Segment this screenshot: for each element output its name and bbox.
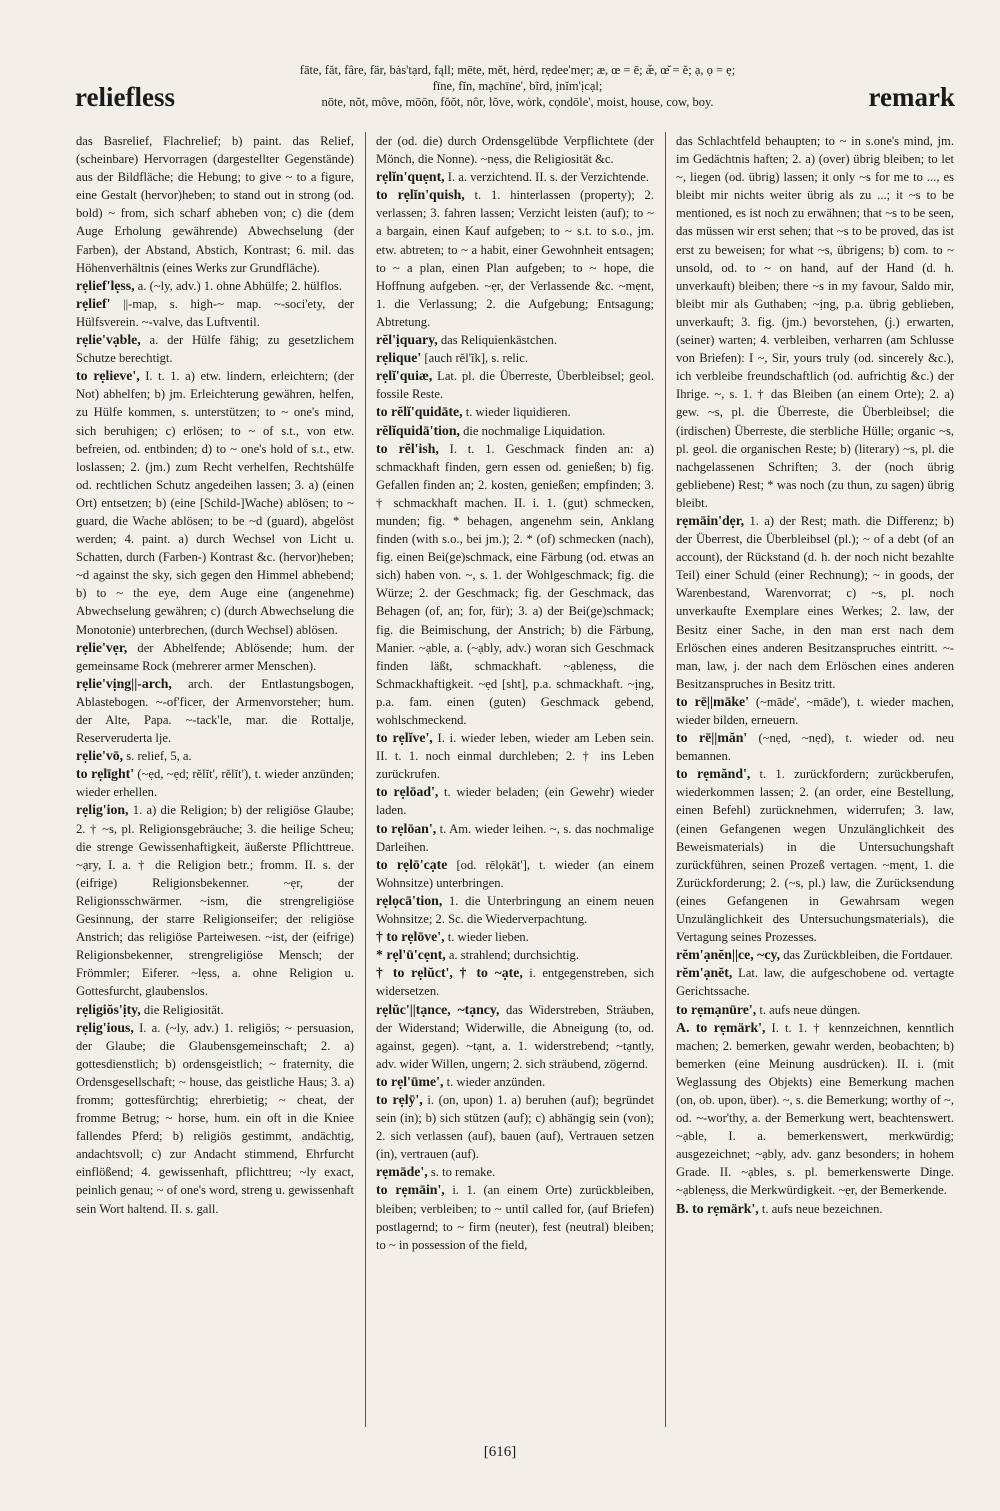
page-header: [75, 62, 955, 112]
definition-text: t. aufs neue düngen.: [759, 1002, 861, 1017]
headword: to rẹmāin',: [376, 1182, 445, 1198]
headword: † to rẹlŭct', † to ~ạte,: [376, 965, 523, 981]
headword: to rẹlĭve',: [376, 730, 433, 746]
dictionary-entry: [76, 295, 354, 331]
headword: to rẹlĭn'quish,: [376, 187, 465, 203]
headword: to rẹlȳ',: [376, 1091, 423, 1107]
definition-text: der Abhelfende; Ablösende; hum. der gemeinsame Rock (mehrerer armer Menschen).: [76, 640, 354, 673]
column-divider: [665, 132, 666, 1427]
column-divider: [365, 132, 366, 1427]
dictionary-entry: [676, 1200, 954, 1218]
definition-text: [auch rĕl'ĭk], s. relic.: [424, 351, 529, 366]
dictionary-entry: [376, 1181, 654, 1253]
definition-text: i. (on, upon) 1. a) beruhen (auf); begründet sein (in); b) sich stützen (auf); c) abhängig sein (von); 2. sich verlassen (auf), bauen (auf), Vertrauen setzen (in), vertrauen (auf).: [376, 1092, 654, 1162]
definition-text: Lat. law, die aufgeschobene od. vertagte Gerichtssache.: [676, 966, 954, 999]
definition-text: 1. a) der Rest; math. die Differenz; b) der Überrest, die Überbleibsel (pl.); ~ of a debt (of an account), der Rückstand (d. h. der noch nicht bezahlte Teil) einer Schuld (einer Rechnung); ~ in goods, der Warenbestand, Warenvorrat; c) ~s, pl. noch unverkaufte Exemplare eines Werkes; 2. law, der Besitz einer Sache, in den man erst nach dem Erlöschen eines anderen Besitzanspruches eintritt. ~-man, law, j. der nach dem Erlöschen eines anderen Besitzanspruches in Besitz tritt.: [676, 513, 954, 691]
dictionary-entry: [376, 132, 654, 168]
headword: to rẹlōad',: [376, 784, 439, 800]
definition-text: die Religiosität.: [143, 1002, 224, 1017]
dictionary-entry: [376, 783, 654, 819]
headword: † to rẹlōve',: [376, 929, 445, 945]
dictionary-entry: [376, 1163, 654, 1181]
dictionary-entry: [376, 168, 654, 186]
definition-text: I. i. wieder leben, wieder am Leben sein. II. t. 1. noch einmal durchleben; 2. † ins Leben zurückrufen.: [376, 731, 654, 782]
definition-text: I. t. 1. Geschmack finden an: a) schmackhaft finden, gern essen od. genießen; b) fig. Gefallen finden an; 2. kosten, genießen; empfinden; 3. † schmackhaft machen. II. i. 1. (gut) schmecken, munden; fig. * behagen, angenehm sein, Anklang finden (with s.o., bei jm.); 2. * (of) schmecken (nach), fig. einen Bei(ge)schmack, eine Färbung (od. etwas an sich) haben von. ~, s. 1. der Wohlgeschmack; fig. die Würze; 2. der Geschmack; fig. der Geschmack, das Behagen (of, an; for, für); 3. a) der Bei(ge)schmack; fig. die Beimischung, der Anstrich; b) die Färbung, Manier. ~ạble, a. (~ạbly, adv.) woran sich Geschmack finden läßt, schmackhaft. ~ạblenẹss, die Schmackhaftigkeit. ~ẹd [sht], p.a. schmackhaft. ~ịng, p.a. fam. einen (guten) Geschmack gebend, wohlschmeckend.: [376, 441, 654, 727]
headword: to rē||māke': [676, 693, 750, 709]
dictionary-entry: [376, 349, 654, 367]
headword: rẹmāin'dẹr,: [676, 512, 745, 528]
dictionary-entry: [676, 765, 954, 946]
definition-text: i. 1. (an einem Orte) zurückbleiben, bleiben; verbleiben; to ~ until called for, (auf Briefen) postlagernd; to ~ firm (neuter), fest (neutral) bleiben; to ~ in possession of the field,: [376, 1183, 654, 1252]
headword: to rẹlōan',: [376, 820, 437, 836]
headword: rẹlief'lẹss,: [76, 277, 135, 293]
headword: to rẹmănd',: [676, 766, 751, 782]
definition-text: t. aufs neue bezeichnen.: [761, 1201, 883, 1216]
dictionary-entry: [76, 1019, 354, 1218]
dictionary-entry: [376, 1091, 654, 1163]
dictionary-entry: [76, 639, 354, 675]
headword: to rẹmạnūre',: [676, 1001, 757, 1017]
headword: rẹlĭn'quẹnt,: [376, 169, 445, 185]
dictionary-entry: [676, 1019, 954, 1200]
dictionary-entry: [76, 801, 354, 1000]
headword: rẹlĭ'quiæ,: [376, 368, 433, 384]
pronunciation-line-1: fāte, făt, fâre, fär, bȧs'tạrd, fąll; mēte, mĕt, hėrd, rẹdee'mẹr; æ, œ = ē; æ̆, œ̆ = ĕ; ạ, ọ = ẹ;: [299, 63, 736, 77]
definition-text: das Basrelief, Flachrelief; b) paint. das Relief, (scheinbare) Hervorragen (dargestellter Gegenstände) aus der Bildfläche; die Hebung; to give ~ to a figure, eine Gestalt (hervor)heben; to stand out in strong (od. bold) ~ from, sich scharf abheben von; c) die (dem Auge Erholung gewährende) Abwechselung (der Farben), der Abstand, Abstich, Kontrast; 6. mil. das Höhenverhältnis (eines Werks zur Grundfläche).: [76, 134, 354, 275]
definition-text: a. strahlend; durchsichtig.: [448, 948, 579, 963]
definition-text: t. wieder anzünden.: [446, 1074, 546, 1089]
definition-text: das Schlachtfeld behaupten; to ~ in s.one's mind, jm. im Gedächtnis haften; 2. a) (over) übrig bleiben; to let ~, liegen (od. übrig) lassen; it only ~s for me to ..., es bleibt mir nichts weiter übrig als zu ...; it ~s to be mentioned, es ist noch zu erwähnen; that ~s to be seen, das müssen wir erst sehen; that ~s to be proved, das ist erst zu beweisen; for what ~s, übrigens; b) com. to ~ unsold, od. to ~ on hand, auf der Hand (d. h. unverkauft) bleiben; there ~s in my favour, Saldo mir, bleibt mir als Guthaben; ~ịng, p.a. übrig geblieben, unverkauft; 3. fig. (jm.) bevorstehen, (j.) erwarten, (seiner) warten; 4. verbleiben, verharren (am Schlusse von Briefen): I ~, Sir, yours truly (od. sincerely &c.), ich verbleibe freundschaftlich (od. aufrichtig &c.) der Ihrige. ~, s. 1. † das Bleiben (an einem Orte); 2. a) gew. ~s, pl. die Überreste, die Überbleibsel; die (irdischen) Überreste, die sterbliche Hülle; organic ~s, pl. geol. die organischen Reste; b) (literary) ~s, pl. die nachgelassenen Schriften; 3. der (noch übrig gebliebene) Rest; * was noch (zu thun, zu sagen) übrig bleibt.: [676, 134, 954, 510]
dictionary-entry: [376, 820, 654, 856]
dictionary-entry: [676, 729, 954, 765]
pronunciation-line-3: nōte, nŏt, môve, mōōn, fŏŏt, nôr, lŏve, wȯrk, cọndōle', moist, house, cow, boy.: [321, 95, 714, 109]
dictionary-entry: [376, 440, 654, 730]
column-2: [376, 132, 654, 1427]
headword: rẹlŭc'||tạnce, ~tạncy,: [376, 1001, 500, 1017]
column-3: [676, 132, 954, 1427]
headword: rĕm'ạnĕt,: [676, 965, 733, 981]
definition-text: a. (~ly, adv.) 1. ohne Abhülfe; 2. hülflos.: [137, 278, 342, 293]
dictionary-entry: [376, 946, 654, 964]
headword: A. to rẹmärk',: [676, 1019, 766, 1035]
definition-text: (~ẹd, ~ẹd; rĕlĭt', rĕlĭt'), t. wieder anzünden; wieder erhellen.: [76, 767, 354, 800]
dictionary-entry: [76, 1001, 354, 1019]
page-number: [616]: [483, 1444, 517, 1460]
dictionary-entry: [376, 403, 654, 421]
dictionary-entry: [76, 765, 354, 801]
dictionary-entry: [76, 331, 354, 367]
headword: rẹlie'vẹr,: [76, 639, 128, 655]
headword: rẹlie'vō,: [76, 748, 124, 764]
dictionary-entry: [376, 186, 654, 331]
dictionary-entry: [76, 675, 354, 747]
headword: * rẹl'ū'cẹnt,: [376, 947, 446, 963]
guide-word-right: remark: [868, 82, 955, 112]
headword: rẹlief': [76, 295, 111, 311]
headword: to rẹlīght': [76, 766, 135, 782]
definition-text: t. 1. hinterlassen (property); 2. verlassen; 3. fahren lassen; Verzicht leisten (auf); to ~ a bargain, einen Kauf aufgeben; to ~ s.t. to s.o., jm. etw. abtreten; to ~ a habit, einer Gewohnheit entsagen; to ~ a plan, einen Plan aufgeben; to ~ hope, die Hoffnung aufgeben. ~ẹr, der Verlassende &c. ~mẹnt, 1. die Verlassung; 2. die Aufgebung; Entsagung; Abtretung.: [376, 188, 654, 329]
definition-text: das Reliquienkästchen.: [440, 333, 557, 348]
dictionary-entry: [76, 132, 354, 277]
headword: to rẹl'ūme',: [376, 1073, 444, 1089]
dictionary-entry: [676, 946, 954, 964]
headword: rĕl'ịquary,: [376, 332, 438, 348]
definition-text: Lat. pl. die Überreste, Überbleibsel; geol. fossile Reste.: [376, 369, 654, 402]
pronunciation-key: [230, 62, 805, 110]
headword: rẹlie'vạble,: [76, 332, 141, 348]
definition-text: (~nẹd, ~nẹd), t. wieder od. neu bemannen.: [676, 731, 954, 764]
definition-text: (~māde', ~māde'), t. wieder machen, wieder bilden, erneuern.: [676, 694, 954, 727]
definition-text: a. der Hülfe fähig; zu gesetzlichem Schutze berechtigt.: [76, 333, 354, 366]
definition-text: s. to remake.: [430, 1165, 496, 1180]
dictionary-entry: [76, 277, 354, 295]
headword: rĕm'ạnĕn||ce, ~cy,: [676, 947, 781, 963]
dictionary-entry: [676, 512, 954, 693]
headword: rẹlie'vịng||-arch,: [76, 675, 172, 691]
definition-text: arch. der Entlastungsbogen, Ablastebogen. ~-of'ficer, der Armenvorsteher; hum. der Alte, Papa. ~-tack'le, mar. die Rottalje, Reserveruderta lje.: [76, 676, 354, 746]
dictionary-entry: [76, 747, 354, 765]
dictionary-entry: [676, 132, 954, 512]
dictionary-entry: [376, 928, 654, 946]
headword: rẹlig'ion,: [76, 802, 129, 818]
headword: rẹlọcā'tion,: [376, 892, 443, 908]
definition-text: t. wieder lieben.: [447, 930, 529, 945]
definition-text: das Zurückbleiben, die Fortdauer.: [783, 948, 953, 963]
definition-text: t. 1. zurückfordern; zurückberufen, wiederkommen lassen; 2. (an order, eine Bestellung, einen Befehl) zurücknehmen, widerrufen; 3. law, (einen Gefangenen wegen Unzulänglichkeit des Beweismaterials) in die Untersuchungshaft zurückführen, seinen Prozeß vertagen. ~mẹnt, 1. die Zurückforderung; 2. (~s, pl.) law, die Zurücksendung (eines Gefangenen in Gewahrsam wegen Unzulänglichkeit des Untersuchungsmaterials), die Vertagung seines Prozesses.: [676, 767, 954, 945]
definition-text: I. a. verzichtend. II. s. der Verzichtende.: [447, 170, 649, 185]
definition-text: ||-map, s. high-~ map. ~-soci'ety, der Hülfsverein. ~-valve, das Luftventil.: [76, 296, 354, 329]
headword: to rĕlĭ'quidāte,: [376, 404, 463, 420]
definition-text: i. entgegenstreben, sich widersetzen.: [376, 966, 654, 999]
definition-text: 1. a) die Religion; b) der religiöse Glaube; 2. † ~s, pl. Religionsgebräuche; 3. die heilige Scheu; die strenge Gewissenhaftigkeit, äußerste Pflichttreue. ~ạry, I. a. † die Religion betr.; fromm. II. s. der (eifrige) Religionsbekenner. ~ẹr, der Religionsschwärmer. ~ism, die strengreligiöse Gesinnung, der starre Religionseifer; der religiöse Anstrich; das religiöse Parteiwesen. ~ist, der (eifrige) Religionsbekenner, strengreligiöse Mensch; der Frömmler; Eiferer. ~lẹss, a. ohne Religion u. Gottesfurcht, glaubenslos.: [76, 803, 354, 999]
dictionary-entry: [376, 1001, 654, 1073]
headword: to rẹlieve',: [76, 368, 140, 384]
headword: B. to rẹmärk',: [676, 1200, 759, 1216]
definition-text: I. t. 1. † kennzeichnen, kenntlich machen; 2. bemerken, gewahr werden, beobachten; b) bemerken (eine Meinung ausdrücken). II. i. (mit Weglassung des Objekts) eine Bemerkung machen (on, ob. upon, über). ~, s. die Bemerkung; worthy of ~, od. ~-wor'thy, a. der Bemerkung wert, beachtenswert. ~ạble, I. a. bemerkenswert, merkwürdig; ausgezeichnet; ~ạbly, adv. ganz besonders; in hohem Grade. II. ~ạbles, s. pl. bemerkenswerte Dinge. ~ạblenẹss, die Merkwürdigkeit. ~ẹr, der Bemerkende.: [676, 1020, 954, 1198]
column-1: [76, 132, 354, 1427]
dictionary-entry: [376, 729, 654, 783]
headword: rẹligiŏs'ịty,: [76, 1001, 141, 1017]
headword: to rĕl'ish,: [376, 440, 439, 456]
dictionary-entry: [676, 964, 954, 1000]
headword: rẹlig'ious,: [76, 1019, 134, 1035]
headword: to rẹlō'cạte: [376, 856, 448, 872]
definition-text: das Widerstreben, Sträuben, der Widerstand; Widerwille, die Abneigung (to, od. against, gegen). ~tạnt, a. 1. widerstrebend; ~tạntly, adv. wider Willen, ungern; 2. sich sträubend, zögernd.: [376, 1002, 654, 1071]
definition-text: t. wieder liquidieren.: [465, 405, 571, 420]
dictionary-entry: [376, 422, 654, 440]
definition-text: s. relief, 5, a.: [126, 749, 192, 764]
dictionary-entry: [676, 693, 954, 729]
dictionary-entry: [76, 367, 354, 638]
dictionary-entry: [376, 367, 654, 403]
definition-text: I. t. 1. a) etw. lindern, erleichtern; (der Not) abhelfen; b) jm. Erleichterung gewähren, helfen, zu Hülfe kommen, s. unterstützen; to ~ one's mind, sich beruhigen; c) erlösen; to ~ of s.t., von etw. befreien, od. entbinden; d) to ~ one's hold of s.t., etw. loslassen; 2. (jm.) zum Recht verhelfen, Rechtshülfe od. rechtlichen Schutz angedeihen lassen; 3. a) (einen Ort) entsetzen; b) (eine [Schild-]Wache) ablösen; to ~ guard, die Wache ablösen; to be ~d (guard), abgelöst werden; 4. paint. a) durch Wechsel von Licht u. Schatten, durch (Farben-) Kontrast &c. (hervor)heben; ~d against the sky, sich gegen den Himmel abhebend; b) to ~ the eye, dem Auge eine (angenehme) Abwechselung gewähren; c) (durch Abwechselung die Monotonie) unterbrechen, (durch Wechsel) ablösen.: [76, 369, 354, 637]
definition-text: 1. die Unterbringung an einem neuen Wohnsitze; 2. Sc. die Wiederverpachtung.: [376, 893, 654, 927]
definition-text: die nochmalige Liquidation.: [463, 423, 606, 438]
dictionary-entry: [376, 892, 654, 928]
pronunciation-line-2: fīne, fĭn, mạchīne', bĩrd, ịnĭm'ịcạl;: [432, 79, 603, 93]
definition-text: der (od. die) durch Ordensgelübde Verpflichtete (der Mönch, die Nonne). ~nẹss, die Religiosität &c.: [376, 134, 654, 167]
headword: rẹmāde',: [376, 1164, 428, 1180]
definition-text: [od. rēlọkāt'], t. wieder (an einem Wohnsitze) unterbringen.: [376, 857, 654, 890]
headword: rẹlique': [376, 350, 422, 366]
headword: to rē||măn': [676, 730, 748, 746]
dictionary-entry: [376, 856, 654, 892]
dictionary-entry: [676, 1001, 954, 1019]
definition-text: t. Am. wieder leihen. ~, s. das nochmalige Darleihen.: [376, 821, 654, 854]
definition-text: I. a. (~ly, adv.) 1. religiös; ~ persuasion, der Glaube; die Glaubensgemeinschaft; 2. a) gottesdienstlich; b) ordensgeistlich; ~ fraternity, die Ordensgesellschaft; ~ house, das geistliche Haus; 3. a) fromm; gottesfürchtig; ehrerbietig; ~ cheat, der fromme Betrug; ~ horse, hum. ein oft in die Kniee fallendes Pferd; b) religiös gestimmt, andächtig, andachtsvoll; c) zur Andacht stimmend, Ehrfurcht einflößend; 4. gewissenhaft, pflichttreu; ~ly exact, peinlich genau; ~ of one's word, streng u. gewissenhaft sein Wort haltend. II. s. gall.: [76, 1020, 354, 1216]
guide-word-left: reliefless: [75, 82, 175, 112]
text-columns: [76, 132, 954, 1427]
dictionary-entry: [376, 331, 654, 349]
dictionary-entry: [376, 964, 654, 1000]
definition-text: t. wieder beladen; (ein Gewehr) wieder laden.: [376, 785, 654, 818]
headword: rĕlĭquidā'tion,: [376, 422, 460, 438]
dictionary-entry: [376, 1073, 654, 1091]
